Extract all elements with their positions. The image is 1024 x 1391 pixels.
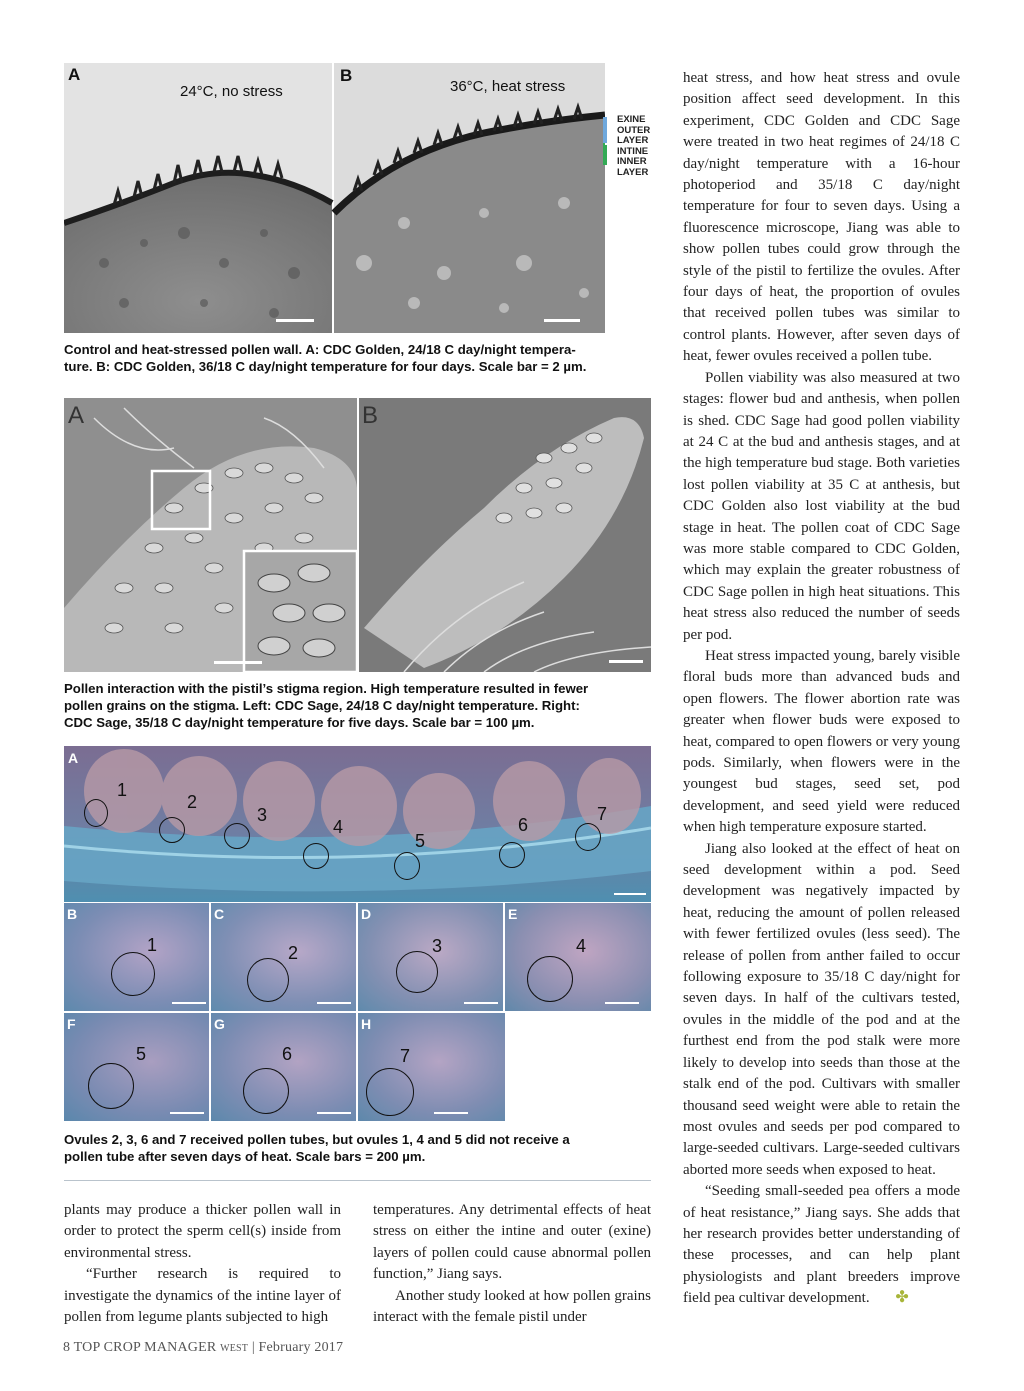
pollen-wall-legend bbox=[617, 115, 650, 178]
figure2-panel-a-label: A bbox=[68, 402, 85, 429]
ovule-panel-e-scale-bar bbox=[605, 1002, 639, 1004]
ovule-panel-g-label: G bbox=[214, 1016, 225, 1032]
ovule-panel-f bbox=[64, 1013, 209, 1121]
ovule-panel-c-number: 2 bbox=[288, 943, 299, 963]
figure-ovules bbox=[64, 746, 651, 1121]
right-col-paragraph-5-text: “Seeding small-seeded pea offers a mode of heat resistance,” Jiang says. She adds that her research provides better understanding of these processes, and can help plant physiologists and plant breeders improve field pea cultivar development. bbox=[683, 1183, 960, 1307]
figure1-caption-line2: ture. B: CDC Golden, 36/18 C day/night temperature for four days. Scale bar = 2 µm. bbox=[64, 359, 587, 374]
figure3-caption-line2: pollen tube after seven days of heat. Scale bars = 200 µm. bbox=[64, 1149, 426, 1164]
ovule-panel-f-marker bbox=[88, 1063, 134, 1109]
legend-intine: INTINE bbox=[617, 145, 649, 157]
intine-color-bar bbox=[603, 145, 607, 165]
ovule-panel-h-number: 7 bbox=[400, 1046, 411, 1066]
ovule-panel-c-scale-bar bbox=[317, 1002, 351, 1004]
left-col-paragraph-1: plants may produce a thicker pollen wall in order to protect the sperm cell(s) inside from environmental stress. bbox=[64, 1202, 341, 1261]
magazine-name: TOP CROP MANAGER bbox=[73, 1340, 217, 1355]
ovule-panel-c-marker bbox=[247, 958, 289, 1002]
footer-separator: | bbox=[251, 1340, 255, 1355]
ovule-panel-e-number: 4 bbox=[576, 936, 587, 956]
right-col-paragraph-4: Jiang also looked at the effect of heat on seed development within a pod. Seed development was negatively impacted by heat, reducing the amount of pollen released with fewer fertilized ovules (less seed). The release of pollen from anther failed to occur following exposure to 35/18 C day/night for seven days. In half of the cultivars tested, ovules in the middle of the pod and at the furthest end from the pod stalk were more likely to develop into seeds than those at the stalk end of the pod. Cultivars with smaller thousand seed weight were able to retain the most ovules and seeds per pod compared to large-seeded cultivars. Large-seeded cultivars aborted more seeds when exposed to heat. bbox=[683, 840, 960, 1178]
figure1-caption bbox=[64, 341, 664, 375]
magazine-edition: WEST bbox=[220, 1343, 249, 1354]
ovule-number-5: 5 bbox=[415, 831, 426, 851]
ovule-panel-d-number: 3 bbox=[432, 936, 443, 956]
ovule-panel-b-scale-bar bbox=[172, 1002, 206, 1004]
right-column bbox=[683, 68, 960, 1310]
ovule-marker-3 bbox=[224, 823, 250, 849]
legend-exine: EXINE bbox=[617, 114, 646, 125]
legend-layer-inner: LAYER bbox=[617, 166, 649, 178]
stigma-micrograph bbox=[64, 398, 651, 672]
ovule-number-4: 4 bbox=[333, 817, 344, 837]
ovule-number-2: 2 bbox=[187, 792, 198, 812]
ovule-row-2 bbox=[64, 903, 651, 1011]
ovule-panel-d-label: D bbox=[361, 906, 372, 922]
ovule-panel-b-number: 1 bbox=[147, 935, 158, 955]
legend-outer: OUTER bbox=[617, 124, 651, 136]
page-number: 8 bbox=[63, 1340, 71, 1355]
ovule-panel-e bbox=[505, 903, 651, 1011]
figure-pollen-wall bbox=[64, 63, 605, 333]
ovule-panel-h-scale-bar bbox=[434, 1112, 468, 1114]
middle-col-paragraph-2: Another study looked at how pollen grains interact with the female pistil under bbox=[373, 1287, 651, 1326]
ovule-number-3: 3 bbox=[257, 805, 268, 825]
ovule-panel-b bbox=[64, 903, 209, 1011]
issue-date: February 2017 bbox=[258, 1340, 344, 1355]
ovule-number-1: 1 bbox=[117, 780, 128, 800]
left-col-paragraph-2: “Further research is required to investigate the dynamics of the intine layer of pollen from legume plants subjected to high bbox=[64, 1266, 341, 1326]
ovule-panel-d-scale-bar bbox=[464, 1002, 498, 1004]
ovule-panel-e-marker bbox=[527, 956, 573, 1002]
figure-stigma bbox=[64, 398, 651, 672]
ovule-panel-c-label: C bbox=[214, 906, 225, 922]
ovule-panel-h-marker bbox=[366, 1068, 414, 1116]
ovule-row-3 bbox=[64, 1013, 505, 1121]
ovule-number-6: 6 bbox=[518, 815, 529, 835]
ovule-panel-c bbox=[211, 903, 356, 1011]
figure1-panel-a-title: 24°C, no stress bbox=[180, 83, 283, 100]
ovule-marker-6 bbox=[499, 842, 525, 868]
page-footer bbox=[63, 1340, 343, 1356]
ovule-panel-b-marker bbox=[111, 952, 155, 996]
figure1-panel-a-label: A bbox=[68, 65, 81, 84]
ovule-marker-4 bbox=[303, 843, 329, 869]
figure1-panel-b-label: B bbox=[340, 66, 353, 85]
caption-divider bbox=[64, 1180, 651, 1181]
ovule-panel-g bbox=[211, 1013, 356, 1121]
right-col-paragraph-5 bbox=[683, 1181, 960, 1309]
ovule-marker-1 bbox=[84, 799, 108, 827]
ovule-panel-f-scale-bar bbox=[170, 1112, 204, 1114]
figure1-caption-line1: Control and heat-stressed pollen wall. A: CDC Golden, 24/18 C day/night tempera- bbox=[64, 342, 576, 357]
middle-col-paragraph-1: temperatures. Any detrimental effects of heat stress on either the intine and outer (exine) layers of pollen could cause abnormal pollen function,” Jiang says. bbox=[373, 1202, 651, 1283]
figure2-caption-line2: pollen grains on the stigma. Left: CDC Sage, 24/18 C day/night temperature. Right: bbox=[64, 698, 580, 713]
ovule-panel-g-number: 6 bbox=[282, 1044, 293, 1064]
bottom-middle-column bbox=[373, 1200, 651, 1328]
ovule-marker-7 bbox=[575, 823, 601, 851]
ovule-marker-5 bbox=[394, 852, 420, 880]
figure2-caption-line1: Pollen interaction with the pistil’s stigma region. High temperature resulted in fewer bbox=[64, 681, 589, 696]
figure3-caption bbox=[64, 1131, 664, 1165]
ovule-panel-g-marker bbox=[243, 1068, 289, 1114]
legend-inner: INNER bbox=[617, 156, 647, 167]
ovule-panel-e-label: E bbox=[508, 906, 518, 922]
ovule-panel-f-number: 5 bbox=[136, 1044, 147, 1064]
legend-layer-outer: LAYER bbox=[617, 135, 649, 146]
ovule-panel-h-label: H bbox=[361, 1016, 372, 1032]
end-mark-leaf-icon: ✤ bbox=[895, 1289, 909, 1307]
right-col-paragraph-2: Pollen viability was also measured at two stages: flower bud and anthesis, when pollen is shed. CDC Sage had good pollen viability at 24 C at the bud and anthesis stages, and at the high temperature bud stage. Both varieties lost pollen viability at 35 C at anthesis, but CDC Golden also lost viability at the bud stage in heat. The pollen coat of CDC Sage was more stable compared to CDC Golden, which may explain the greater robustness of CDC Sage pollen in high heat situations. This heat stress also reduced the number of seeds per pod. bbox=[683, 369, 960, 643]
ovule-panel-a bbox=[64, 746, 651, 902]
ovule-marker-2 bbox=[159, 817, 185, 843]
ovule-number-7: 7 bbox=[597, 804, 608, 824]
figure2-panel-b-label: B bbox=[362, 402, 379, 429]
exine-color-bar bbox=[603, 117, 607, 143]
ovule-panel-g-scale-bar bbox=[317, 1112, 351, 1114]
right-col-paragraph-3: Heat stress impacted young, barely visible floral buds more than advanced buds and open flowers. The flower abortion rate was greater when flower buds were exposed to heat, compared to open flowers or very young pods. Similarly, when flowers were in the youngest bud stages, seed set, pod development, and seed yield were reduced when high temperature exposure started. bbox=[683, 647, 960, 836]
figure1-panel-b-title: 36°C, heat stress bbox=[450, 78, 566, 95]
figure3-caption-line1: Ovules 2, 3, 6 and 7 received pollen tubes, but ovules 1, 4 and 5 did not receive a bbox=[64, 1132, 570, 1147]
ovule-panel-b-label: B bbox=[67, 906, 78, 922]
ovule-panel-d bbox=[358, 903, 503, 1011]
pollen-wall-micrograph bbox=[64, 63, 605, 333]
ovule-panel-a-label: A bbox=[68, 750, 79, 766]
ovule-panel-h bbox=[358, 1013, 505, 1121]
figure2-caption bbox=[64, 680, 664, 731]
ovule-pod-image bbox=[64, 746, 651, 902]
ovule-panel-f-label: F bbox=[67, 1016, 76, 1032]
bottom-left-column bbox=[64, 1200, 341, 1328]
right-col-paragraph-1: heat stress, and how heat stress and ovule position affect seed development. In this experiment, CDC Golden and CDC Sage were treated in two heat regimes of 24/18 C day/night temperature with a 16-hour photoperiod and 35/18 C day/night temperature for four to seven days. Using a fluorescence microscope, Jiang was able to show pollen tubes could grow through the style of the pistil to fertilize the ovules. After four days of heat, the proportion of ovules that received pollen tubes was similar to control plants. However, after seven days of heat, fewer ovules received a pollen tube. bbox=[683, 70, 960, 365]
ovule-panel-d-marker bbox=[396, 951, 438, 993]
figure2-caption-line3: CDC Sage, 35/18 C day/night temperature for five days. Scale bar = 100 µm. bbox=[64, 715, 535, 730]
